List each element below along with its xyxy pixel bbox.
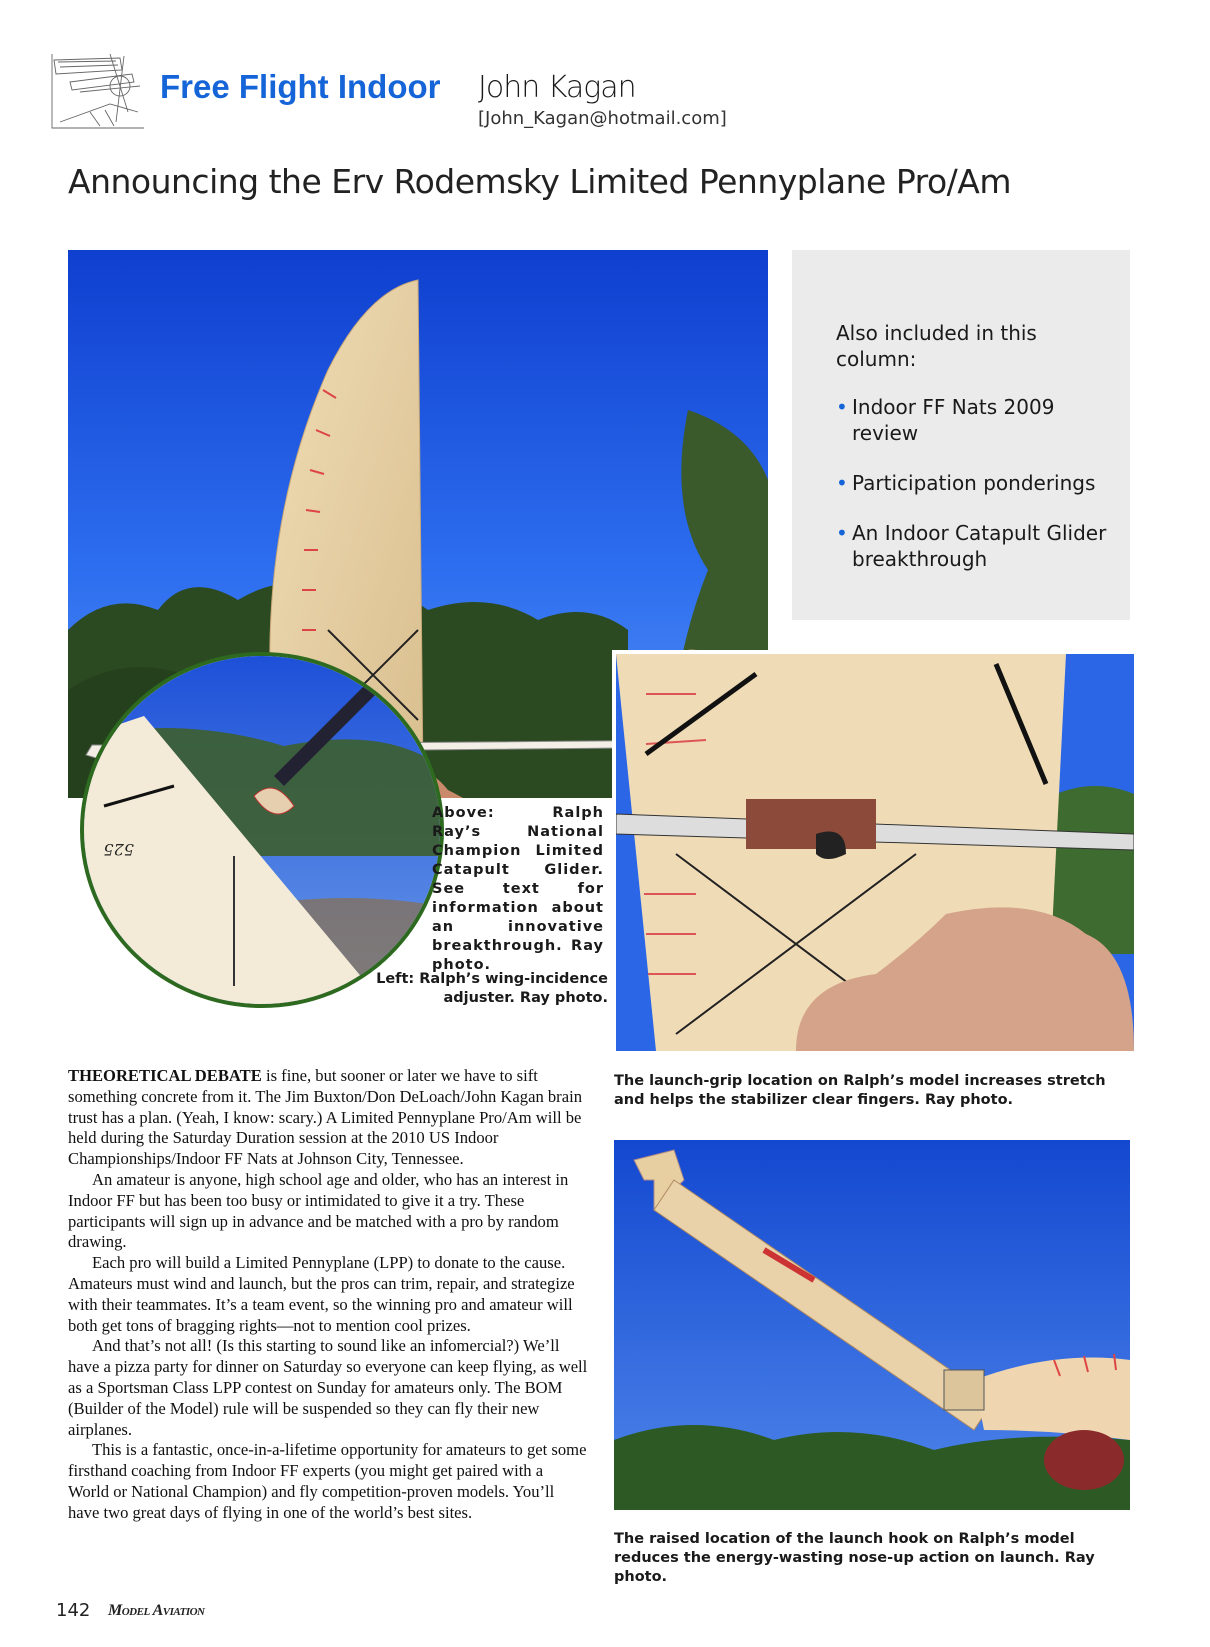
article-body: [68, 1066, 588, 1524]
airplane-sketch-icon: [50, 52, 146, 130]
bullet-icon: •: [836, 395, 848, 419]
magazine-name: Model Aviation: [108, 1602, 205, 1619]
list-item: [836, 470, 1116, 496]
section-title: Free Flight Indoor: [160, 68, 441, 105]
circle-marking: 525: [103, 840, 134, 859]
launch-hook-photo: [614, 1140, 1130, 1510]
paragraph: An amateur is anyone, high school age and older, who has an interest in Indoor FF but has been too busy or intimidated to give it a try. These participants will sign up in advance and be matched with a pro by random drawing.: [68, 1169, 569, 1252]
author-email[interactable]: [John_Kagan@hotmail.com]: [478, 108, 727, 129]
sidebar-item-label: Indoor FF Nats 2009 review: [852, 395, 1055, 445]
sidebar-item-label: Participation ponderings: [852, 471, 1096, 495]
bullet-icon: •: [836, 521, 848, 545]
caption-left: Left: Ralph’s wing-incidence adjuster. Ray photo.: [376, 971, 608, 1006]
caption-above: Above: Ralph Ray’s National Champion Limited Catapult Glider. See text for information about an innovative breakthrough. Ray photo.: [432, 805, 604, 973]
caption-launch-grip: The launch-grip location on Ralph’s model increases stretch and helps the stabilizer clear fingers. Ray photo.: [614, 1073, 1106, 1108]
column-logo-sketch: [50, 52, 146, 130]
author-name: John Kagan: [478, 70, 636, 105]
paragraph: And that’s not all! (Is this starting to sound like an infomercial?) We’ll have a pizza party for dinner on Saturday so everyone can keep flying, as well as a Sportsman Class LPP contest on Sunday for amateurs only. The BOM (Builder of the Model) rule will be suspended so they can fly their new airplanes.: [68, 1336, 588, 1439]
sidebar-intro: Also included in this column:: [836, 321, 1037, 371]
paragraph: This is a fantastic, once-in-a-lifetime opportunity for amateurs to get some firsthand coaching from Indoor FF experts (you might get paired with a World or National Champion) and fly competition-proven models. You’ll have two great days of flying in one of the world’s best sites.: [68, 1440, 587, 1522]
wing-incidence-adjuster-photo: [80, 652, 444, 1008]
sidebar-list: [836, 394, 1116, 596]
lead-in: THEORETICAL DEBATE: [68, 1066, 262, 1085]
paragraph-text: is fine, but sooner or later we have to sift something concrete from it. The Jim Buxton/Don DeLoach/John Kagan brain trust has a plan. (Yeah, I know: scary.) A Limited Pennyplane Pro/Am will be held during the Saturday Duration session at the 2010 US Indoor Championships/Indoor FF Nats at Johnson City, Tennessee.: [68, 1066, 582, 1169]
paragraph: Each pro will build a Limited Pennyplane (LPP) to donate to the cause. Amateurs must wind and launch, but the pros can trim, repair, and strategize with their teammates. It’s a team event, so the winning pro and amateur will both get tons of bragging rights—not to mention cool prizes.: [68, 1253, 575, 1335]
bullet-icon: •: [836, 471, 848, 495]
list-item: [836, 394, 1116, 446]
caption-launch-hook: The raised location of the launch hook on Ralph’s model reduces the energy-wasting nose-up action on launch. Ray photo.: [614, 1531, 1095, 1585]
sidebar-item-label: An Indoor Catapult Glider breakthrough: [852, 521, 1107, 571]
paragraph: [68, 1066, 588, 1170]
list-item: [836, 520, 1116, 572]
page-number: 142: [56, 1600, 91, 1621]
article-headline: Announcing the Erv Rodemsky Limited Pennyplane Pro/Am: [68, 162, 1012, 201]
launch-grip-photo: [612, 650, 1134, 1051]
sidebar-box: [792, 250, 1130, 620]
